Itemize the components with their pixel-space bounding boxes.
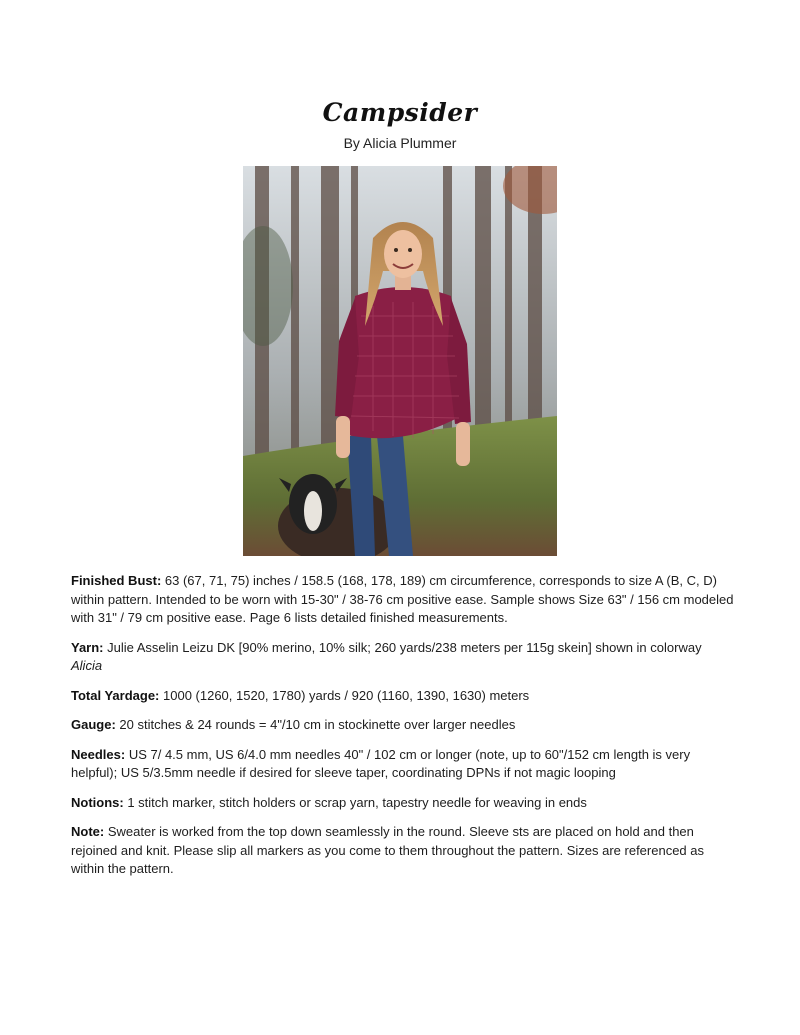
spec-finished-bust [71,572,736,628]
spec-note [71,823,736,879]
yarn-colorway: Alicia [71,658,103,673]
spec-label: Needles: [71,746,126,762]
spec-value: Julie Asselin Leizu DK [90% merino, 10% silk; 260 yards/238 meters per 115g skein] shown in colorway [103,639,702,655]
spec-label: Total Yardage: [71,687,160,703]
spec-total-yardage [71,687,736,706]
spec-value: 20 stitches & 24 rounds = 4"/10 cm in stockinette over larger needles [115,717,516,732]
spec-label: Gauge: [71,717,116,732]
spec-value: 63 (67, 71, 75) inches / 158.5 (168, 178, 189) cm circumference, corresponds to size A (B, C, D) within pattern. Intended to be worn with 15-30" / 38-76 cm positive ease. Sample shows Size 63" / 156 cm modeled with 31" / 79 cm positive ease. Page 6 lists detailed finished measurements. [71,573,734,625]
spec-label: Finished Bust: [71,573,162,588]
spec-notions [71,794,736,813]
photo-illustration [243,166,557,556]
spec-yarn [71,639,736,676]
pattern-photo [243,166,557,556]
spec-label: Note: [71,824,105,839]
pattern-author: By Alicia Plummer [343,135,457,151]
pattern-title: Campsider [322,98,478,127]
spec-gauge [71,716,736,735]
spec-value: 1 stitch marker, stitch holders or scrap yarn, tapestry needle for weaving in ends [123,794,587,810]
spec-label: Yarn: [71,639,104,655]
spec-value: US 7/ 4.5 mm, US 6/4.0 mm needles 40" / 102 cm or longer (note, up to 60"/152 cm length is very helpful); US 5/3.5mm needle if desired for sleeve taper, coordinating DPNs if not magic looping [71,746,691,780]
pattern-specifications [71,572,736,890]
spec-needles [71,746,736,783]
spec-value: Sweater is worked from the top down seamlessly in the round. Sleeve sts are placed on hold and then rejoined and knit. Please slip all markers as you come to them throughout the pattern. Sizes are referenced as within the pattern. [71,824,705,876]
spec-value: 1000 (1260, 1520, 1780) yards / 920 (1160, 1390, 1630) meters [159,687,530,703]
spec-label: Notions: [71,794,124,810]
